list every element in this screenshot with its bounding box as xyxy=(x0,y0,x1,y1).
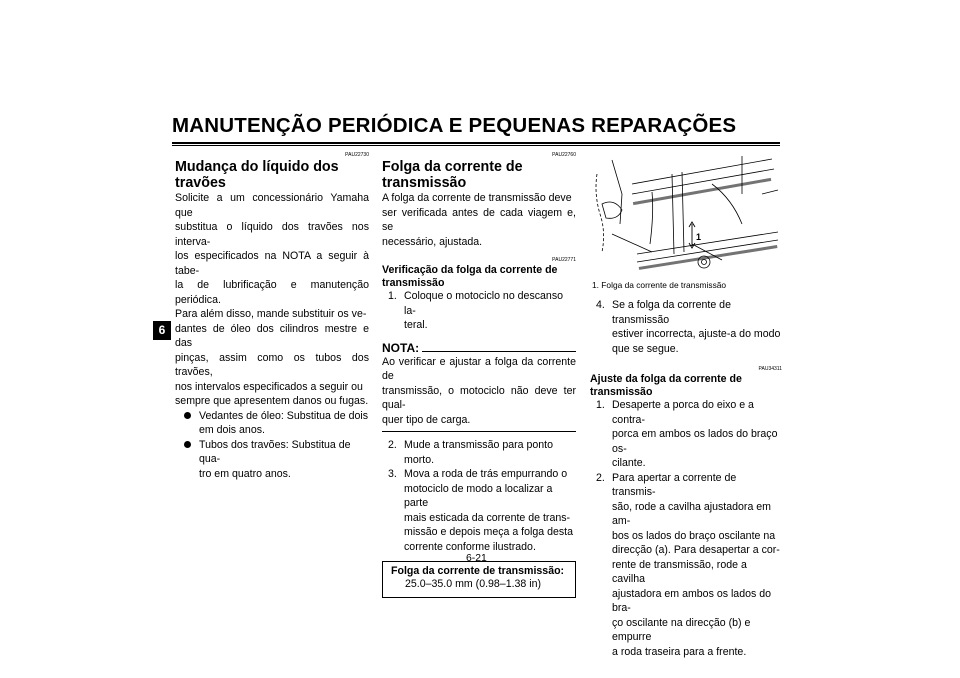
text-line: dantes de óleo dos cilindros mestre e das xyxy=(175,322,369,349)
page-title: MANUTENÇÃO PERIÓDICA E PEQUENAS REPARAÇÕES xyxy=(172,114,737,137)
step-text-line: a roda traseira para a frente. xyxy=(612,645,747,658)
step-number: 1. xyxy=(388,290,397,302)
step-text-line: porca em ambos os lados do braço os- xyxy=(612,428,778,455)
step-number: 3. xyxy=(388,468,397,480)
step-text-line: ajustadora em ambos os lados do bra- xyxy=(612,587,771,614)
text-line: necessário, ajustada. xyxy=(382,235,483,248)
section-code: PAU22760 xyxy=(552,152,576,158)
text-line: nos intervalos especificados a seguir ou xyxy=(175,380,363,393)
figure-caption: 1. Folga da corrente de transmissão xyxy=(592,280,727,290)
step-text-line: direcção (a). Para desapertar a cor- xyxy=(612,544,780,556)
step-text-line: corrente conforme ilustrado. xyxy=(404,540,536,553)
spec-value: 25.0–35.0 mm (0.98–1.38 in) xyxy=(405,578,542,590)
numbered-step xyxy=(382,438,576,467)
heading-line: Folga da corrente de xyxy=(382,159,523,175)
numbered-step xyxy=(590,298,782,356)
bullet-icon xyxy=(184,441,191,448)
step-text-line: que se segue. xyxy=(612,342,679,355)
text-line: ser verificada antes de cada viagem e, se xyxy=(382,206,576,233)
numbered-step xyxy=(382,289,576,333)
text-line: substitua o líquido dos travões nos interva- xyxy=(175,221,369,248)
text-line: la de lubrificação e manutenção periódica. xyxy=(175,279,369,306)
section-code: PAU22730 xyxy=(345,152,369,158)
step-text-line: Para apertar a corrente de transmis- xyxy=(612,471,737,498)
subsection-heading xyxy=(590,373,782,398)
column-brake-fluid xyxy=(175,152,369,481)
heading-line: Ajuste da folga da corrente de xyxy=(590,373,742,385)
figure-callout: 1 xyxy=(696,232,702,242)
numbered-step xyxy=(382,467,576,554)
header-rule-thin xyxy=(172,145,780,146)
bullet-item xyxy=(175,409,369,438)
bullet-text-line: Vedantes de óleo: Substitua de dois xyxy=(199,409,369,422)
heading-line: transmissão xyxy=(382,276,445,289)
section-intro xyxy=(382,191,576,249)
step-number: 4. xyxy=(596,299,605,311)
step-text-line: teral. xyxy=(404,319,428,331)
column-chain-adjust xyxy=(590,298,782,659)
step-text-line: Se a folga da corrente de transmissão xyxy=(612,299,731,326)
step-text-line: Desaperte a porca do eixo e a contra- xyxy=(612,399,754,426)
step-text-line: Mude a transmissão para ponto morto. xyxy=(404,439,553,466)
text-line: Solicite a um concessionário Yamaha que xyxy=(175,192,369,219)
note-heading xyxy=(382,341,576,355)
step-text-line: Coloque o motociclo no descanso la- xyxy=(404,290,564,317)
step-text-line: ço oscilante na direcção (b) e empurre xyxy=(612,616,751,643)
column-chain-slack xyxy=(382,152,576,598)
bullet-list xyxy=(175,409,369,482)
bullet-item xyxy=(175,438,369,482)
chain-slack-illustration xyxy=(592,154,780,274)
numbered-step xyxy=(590,398,782,471)
heading-line: transmissão xyxy=(382,175,467,191)
chapter-tab: 6 xyxy=(153,321,171,340)
note-label: NOTA: xyxy=(382,340,420,355)
step-list xyxy=(590,298,782,356)
text-line: Ao verificar e ajustar a folga da corrente de xyxy=(382,355,576,382)
bullet-icon xyxy=(184,412,191,419)
step-text-line: estiver incorrecta, ajuste-a do modo xyxy=(612,328,781,340)
step-number: 1. xyxy=(596,399,605,411)
bullet-text-line: tro em quatro anos. xyxy=(199,467,291,480)
step-number: 2. xyxy=(596,471,605,484)
step-text-line: missão e depois meça a folga desta xyxy=(404,526,574,538)
text-line: transmissão, o motociclo não deve ter qual- xyxy=(382,384,576,411)
numbered-step xyxy=(590,471,782,660)
step-text-line: cilante. xyxy=(612,457,646,469)
step-text-line: são, rode a cavilha ajustadora em am- xyxy=(612,500,771,527)
heading-line: Verificação da folga da corrente de xyxy=(382,264,558,276)
heading-line: transmissão xyxy=(590,385,653,398)
step-number: 2. xyxy=(388,439,397,451)
section-heading xyxy=(382,159,576,191)
step-list xyxy=(590,398,782,659)
section-heading: Mudança do líquido dos travões xyxy=(175,159,339,191)
text-line: Para além disso, mande substituir os ve- xyxy=(175,308,367,320)
step-text-line: mais esticada da corrente de trans- xyxy=(404,511,571,524)
step-list xyxy=(382,438,576,554)
bullet-text-line: Tubos dos travões: Substitua de qua- xyxy=(199,438,351,465)
subsection-heading xyxy=(382,264,576,289)
subsection-code: PAU34311 xyxy=(758,366,782,372)
note-end-rule xyxy=(382,431,576,432)
bullet-text-line: em dois anos. xyxy=(199,424,265,436)
spec-box xyxy=(382,561,576,598)
note-rule xyxy=(422,351,576,352)
section-body xyxy=(175,191,369,409)
note-body xyxy=(382,355,576,428)
text-line: los especificados na NOTA a seguir à tabe- xyxy=(175,250,369,277)
text-line: pinças, assim como os tubos dos travões, xyxy=(175,351,369,378)
step-list xyxy=(382,289,576,333)
spec-title: Folga da corrente de transmissão: xyxy=(391,565,565,577)
text-line: sempre que apresentem danos ou fugas. xyxy=(175,395,369,407)
step-text-line: motociclo de modo a localizar a parte xyxy=(404,482,553,509)
text-line: A folga da corrente de transmissão deve xyxy=(382,192,572,204)
step-text-line: Mova a roda de trás empurrando o xyxy=(404,468,568,480)
header-rule-thick xyxy=(172,142,780,144)
text-line: quer tipo de carga. xyxy=(382,413,471,426)
subsection-code: PAU22771 xyxy=(552,257,576,263)
page-number: 6-21 xyxy=(466,553,487,564)
step-text-line: rente de transmissão, rode a cavilha xyxy=(612,558,747,585)
step-text-line: bos os lados do braço oscilante na xyxy=(612,529,776,542)
